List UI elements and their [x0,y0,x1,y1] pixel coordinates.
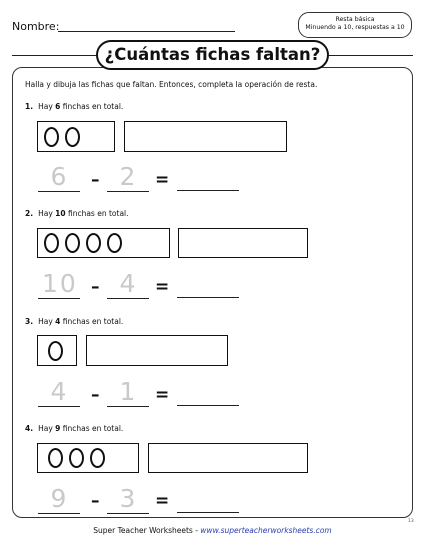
draw-box[interactable] [178,228,308,258]
problem-number: 2. [25,209,34,218]
page-number: 13 [408,519,414,524]
name-line [58,31,235,32]
counter-circle [65,127,80,147]
problem-count: 4 [55,317,61,326]
problem-1-label: 1. Hay 6 finchas en total. [25,102,124,111]
answer-line[interactable] [177,297,239,298]
subtrahend-trace: 1 [119,377,137,406]
counter-circle [65,233,80,253]
answer-line[interactable] [177,190,239,191]
footer [0,526,425,535]
minuend-trace: 9 [50,484,68,513]
minuend-line [38,406,80,407]
minus-sign: – [91,277,100,297]
problem-3-label: 3. Hay 4 finchas en total. [25,317,124,326]
problem-4-label: 4. Hay 9 finchas en total. [25,424,124,433]
minuend-trace: 10 [42,269,78,298]
counter-box [37,443,139,473]
subtrahend-line [107,406,149,407]
topic-line-1: Resta básica [335,16,375,23]
minus-sign: – [91,170,100,190]
counter-box [37,228,170,258]
equals-sign: = [155,170,170,190]
counter-circle [107,233,122,253]
counter-circle [69,448,84,468]
topic-badge [298,12,412,38]
equals-sign: = [155,491,170,511]
counter-circle [90,448,105,468]
subtrahend-trace: 3 [119,484,137,513]
problem-number: 1. [25,102,34,111]
counter-circle [48,341,63,361]
draw-box[interactable] [124,121,287,152]
footer-link[interactable]: www.superteacherworksheets.com [200,526,332,535]
draw-box[interactable] [148,443,308,473]
counter-circle [44,233,59,253]
minuend-trace: 4 [50,377,68,406]
minuend-line [38,191,80,192]
minuend-trace: 6 [50,162,68,191]
subtrahend-trace: 2 [119,162,137,191]
equals-sign: = [155,277,170,297]
equals-sign: = [155,385,170,405]
problem-count: 6 [55,102,61,111]
topic-line-2: Minuendo a 10, respuestas a 10 [305,24,405,31]
draw-box[interactable] [86,335,228,366]
counter-box [37,121,115,152]
footer-brand: Super Teacher Worksheets [93,526,193,535]
counter-box [37,335,77,366]
answer-line[interactable] [177,512,239,513]
subtrahend-trace: 4 [119,269,137,298]
counter-circle [44,127,59,147]
problem-count: 9 [55,424,61,433]
footer-separator: - [192,526,201,535]
problem-2-label: 2. Hay 10 finchas en total. [25,209,129,218]
minus-sign: – [91,491,100,511]
problem-number: 4. [25,424,34,433]
minus-sign: – [91,385,100,405]
minuend-line [38,298,80,299]
subtrahend-line [107,191,149,192]
subtrahend-line [107,513,149,514]
problem-number: 3. [25,317,34,326]
worksheet-title: ¿Cuántas fichas faltan? [96,40,329,70]
counter-circle [86,233,101,253]
answer-line[interactable] [177,405,239,406]
subtrahend-line [107,298,149,299]
minuend-line [38,513,80,514]
instructions: Halla y dibuja las fichas que faltan. Entonces, completa la operación de resta. [25,80,318,89]
counter-circle [48,448,63,468]
name-label: Nombre: [12,20,60,33]
problem-count: 10 [55,209,66,218]
